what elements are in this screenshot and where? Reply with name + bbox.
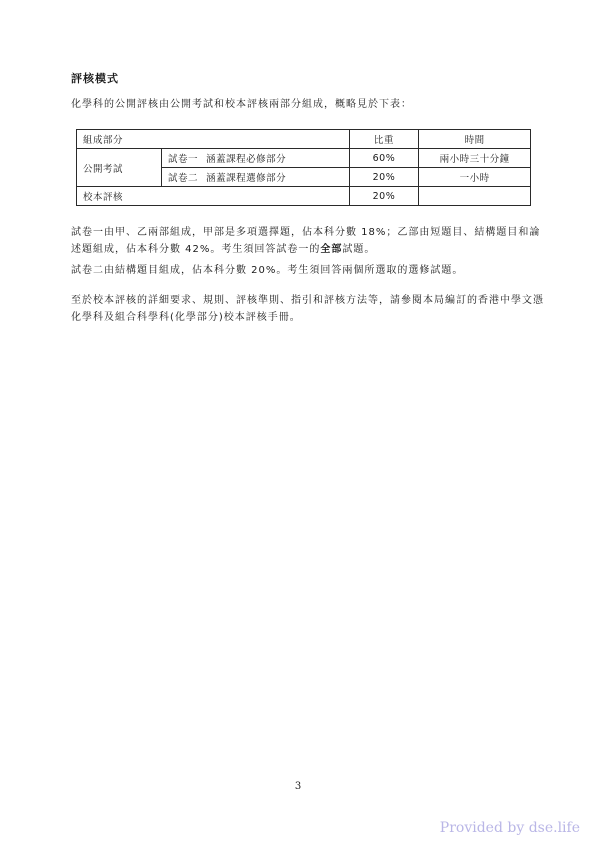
header-weighting: 比重	[349, 130, 419, 149]
assessment-table	[76, 129, 531, 206]
sba-label: 校本評核	[77, 187, 350, 206]
header-component: 組成部分	[77, 130, 350, 149]
paper1-paragraph	[71, 224, 551, 258]
paper2-desc: 涵蓋課程選修部分	[206, 173, 287, 184]
page-number: 3	[294, 781, 302, 792]
paper1-cell	[162, 149, 350, 168]
intro-paragraph: 化學科的公開評核由公開考試和校本評核兩部分組成，概略見於下表：	[71, 99, 412, 110]
sba-weighting: 20%	[349, 187, 419, 206]
paper2-cell	[162, 168, 350, 187]
sba-paragraph: 至於校本評核的詳細要求、規則、評核準則、指引和評核方法等，請參閱本局編訂的香港中學文憑化學科及組合科學科(化學部分)校本評核手冊。	[71, 295, 544, 323]
watermark-link[interactable]: Provided by dse.life	[439, 820, 580, 836]
sba-duration	[419, 187, 531, 206]
paper1-paragraph-end: 試題。	[342, 244, 376, 255]
section-heading: 評核模式	[71, 72, 119, 85]
paper1-name: 試卷一	[168, 154, 199, 165]
public-exam-label: 公開考試	[77, 149, 162, 187]
paper1-desc: 涵蓋課程必修部分	[206, 154, 287, 165]
table-header-row	[77, 130, 531, 149]
paper2-duration: 一小時	[419, 168, 531, 187]
paper1-paragraph-emphasis: 全部	[320, 244, 343, 255]
paper2-name: 試卷二	[168, 173, 199, 184]
header-duration: 時間	[419, 130, 531, 149]
table-row	[77, 149, 531, 168]
paper1-weighting: 60%	[349, 149, 419, 168]
paper2-paragraph: 試卷二由結構題目組成，佔本科分數 20%。考生須回答兩個所選取的選修試題。	[71, 265, 464, 276]
paper2-weighting: 20%	[349, 168, 419, 187]
paper1-paragraph-text: 試卷一由甲、乙兩部組成，甲部是多項選擇題，佔本科分數 18%；乙部由短題目、結構題目和論述題組成，佔本科分數 42%。考生須回答試卷一的	[71, 227, 541, 255]
table-row	[77, 187, 531, 206]
paper1-duration: 兩小時三十分鐘	[419, 149, 531, 168]
